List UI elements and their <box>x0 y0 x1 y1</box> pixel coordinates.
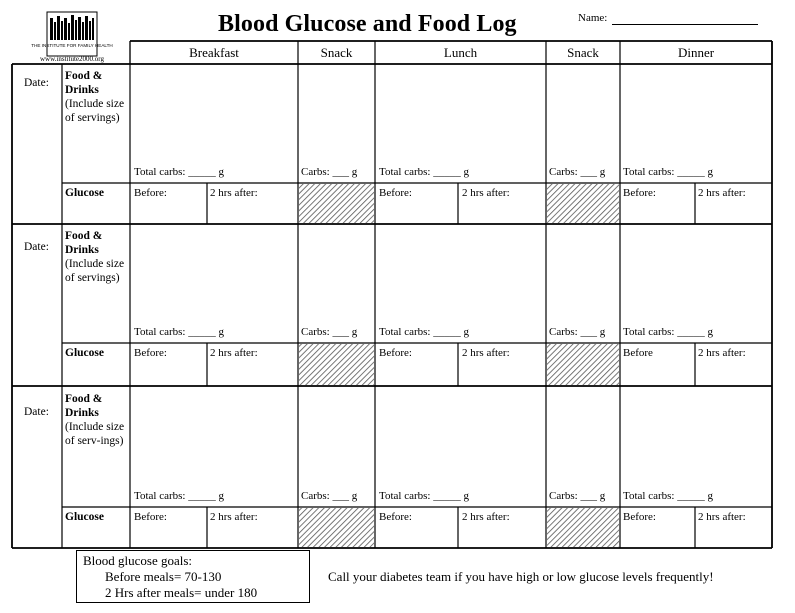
glucose-label: Glucose <box>65 187 104 199</box>
food-drinks-title: Food & Drinks <box>65 230 103 256</box>
glucose-label: Glucose <box>65 347 104 359</box>
date-label[interactable]: Date: <box>24 241 49 253</box>
breakfast-glucose-after[interactable]: 2 hrs after: <box>210 187 258 199</box>
dinner-glucose-before[interactable]: Before: <box>623 187 656 199</box>
breakfast-carbs[interactable]: Total carbs: _____ g <box>134 326 224 338</box>
food-drinks-title: Food & Drinks <box>65 393 103 419</box>
hatched-cell <box>547 344 619 385</box>
lunch-glucose-before[interactable]: Before: <box>379 511 412 523</box>
snack-2-carbs[interactable]: Carbs: ___ g <box>549 490 606 502</box>
lunch-glucose-before[interactable]: Before: <box>379 187 412 199</box>
date-label[interactable]: Date: <box>24 406 49 418</box>
snack-1-carbs[interactable]: Carbs: ___ g <box>301 166 358 178</box>
snack-1-carbs[interactable]: Carbs: ___ g <box>301 490 358 502</box>
breakfast-glucose-before[interactable]: Before: <box>134 187 167 199</box>
column-header-dinner: Dinner <box>677 45 715 60</box>
lunch-carbs[interactable]: Total carbs: _____ g <box>379 326 469 338</box>
hatched-cell <box>299 508 374 547</box>
hatched-cell <box>299 344 374 385</box>
lunch-glucose-before[interactable]: Before: <box>379 347 412 359</box>
snack-1-carbs[interactable]: Carbs: ___ g <box>301 326 358 338</box>
breakfast-carbs[interactable]: Total carbs: _____ g <box>134 490 224 502</box>
lunch-glucose-after[interactable]: 2 hrs after: <box>462 187 510 199</box>
logo-url: www.institute2000.org <box>40 55 104 63</box>
logo-text: THE INSTITUTE FOR FAMILY HEALTH <box>31 43 113 48</box>
snack-2-carbs[interactable]: Carbs: ___ g <box>549 166 606 178</box>
page-title: Blood Glucose and Food Log <box>218 11 517 37</box>
column-header-lunch: Lunch <box>443 45 478 60</box>
lunch-carbs[interactable]: Total carbs: _____ g <box>379 490 469 502</box>
breakfast-glucose-after[interactable]: 2 hrs after: <box>210 511 258 523</box>
glucose-label: Glucose <box>65 511 104 523</box>
hatched-cell <box>547 184 619 223</box>
dinner-carbs[interactable]: Total carbs: _____ g <box>623 326 713 338</box>
food-drinks-label <box>65 392 131 448</box>
breakfast-carbs[interactable]: Total carbs: _____ g <box>134 166 224 178</box>
lunch-glucose-after[interactable]: 2 hrs after: <box>462 347 510 359</box>
food-drinks-title: Food & Drinks <box>65 70 103 96</box>
lunch-carbs[interactable]: Total carbs: _____ g <box>379 166 469 178</box>
goals-heading: Blood glucose goals: <box>83 553 193 568</box>
dinner-glucose-after[interactable]: 2 hrs after: <box>698 347 746 359</box>
hatched-cell <box>299 184 374 223</box>
column-header-snack-1: Snack <box>320 45 353 60</box>
column-header-snack-2: Snack <box>567 45 599 60</box>
food-drinks-label <box>65 229 131 285</box>
food-drinks-label <box>65 69 131 125</box>
goals-after-meals: 2 Hrs after meals= under 180 <box>105 585 258 600</box>
dinner-glucose-after[interactable]: 2 hrs after: <box>698 187 746 199</box>
breakfast-glucose-before[interactable]: Before: <box>134 347 167 359</box>
breakfast-glucose-before[interactable]: Before: <box>134 511 167 523</box>
dinner-carbs[interactable]: Total carbs: _____ g <box>623 490 713 502</box>
name-label: Name: <box>578 12 608 24</box>
food-drinks-note: (Include size of servings) <box>65 98 125 124</box>
diabetes-team-note: Call your diabetes team if you have high or low glucose levels frequently! <box>328 569 714 584</box>
snack-2-carbs[interactable]: Carbs: ___ g <box>549 326 606 338</box>
food-drinks-note: (Include size of serv-ings) <box>65 421 125 447</box>
column-header-breakfast: Breakfast <box>189 45 239 60</box>
goals-before-meals: Before meals= 70-130 <box>105 569 222 584</box>
dinner-glucose-after[interactable]: 2 hrs after: <box>698 511 746 523</box>
food-drinks-note: (Include size of servings) <box>65 258 125 284</box>
dinner-glucose-before[interactable]: Before <box>623 347 653 359</box>
breakfast-glucose-after[interactable]: 2 hrs after: <box>210 347 258 359</box>
dinner-carbs[interactable]: Total carbs: _____ g <box>623 166 713 178</box>
lunch-glucose-after[interactable]: 2 hrs after: <box>462 511 510 523</box>
dinner-glucose-before[interactable]: Before: <box>623 511 656 523</box>
hatched-cell <box>547 508 619 547</box>
glucose-goals-box <box>76 550 310 603</box>
date-label[interactable]: Date: <box>24 77 49 89</box>
